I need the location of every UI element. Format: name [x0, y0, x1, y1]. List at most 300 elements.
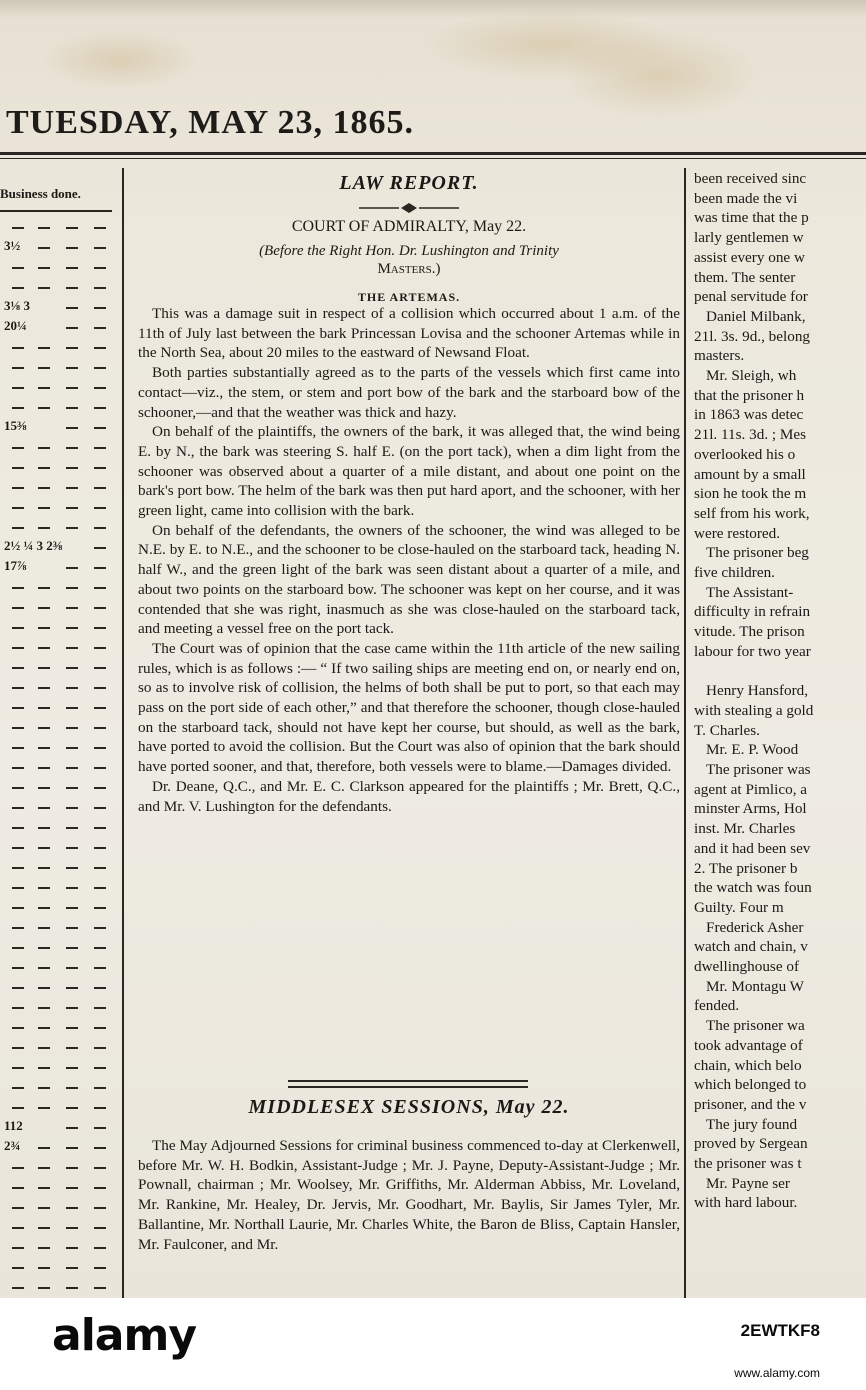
right-column-line: self from his work, [694, 504, 810, 522]
market-dash [66, 947, 78, 949]
market-dash [38, 947, 50, 949]
market-column [0, 170, 118, 1298]
market-dash [66, 767, 78, 769]
right-column-line: The Assistant- [706, 583, 794, 601]
market-row [4, 838, 112, 858]
market-dash [94, 247, 106, 249]
right-column-line: T. Charles. [694, 721, 760, 739]
market-dash [66, 1287, 78, 1289]
market-dash [94, 667, 106, 669]
market-dash [66, 747, 78, 749]
market-dash [66, 587, 78, 589]
market-value: 2½ ¼ 3 2⅜ [4, 538, 63, 553]
market-row [4, 458, 112, 478]
market-dash [12, 387, 24, 389]
market-dash [12, 447, 24, 449]
market-dash [66, 267, 78, 269]
before-line-2: Masters.) [377, 261, 441, 277]
market-heading-rule [0, 210, 112, 212]
right-column-line: fended. [694, 997, 740, 1015]
market-dash [66, 1227, 78, 1229]
market-dash [66, 607, 78, 609]
market-row [4, 978, 112, 998]
market-dash [12, 587, 24, 589]
court-heading: COURT OF ADMIRALTY, May 22. [291, 218, 527, 235]
market-row [4, 1278, 112, 1298]
market-dash [66, 967, 78, 969]
market-dash [38, 1027, 50, 1029]
market-dash [38, 687, 50, 689]
watermark-logo: alamy [52, 1310, 196, 1361]
market-row [4, 598, 112, 618]
market-dash [66, 627, 78, 629]
sessions-body [138, 1136, 680, 1254]
law-report-body [138, 304, 680, 816]
market-dash [12, 747, 24, 749]
market-dash [38, 1067, 50, 1069]
market-dash [94, 547, 106, 549]
market-dash [12, 1047, 24, 1049]
market-dash [94, 427, 106, 429]
right-column-line: larly gentlemen w [694, 229, 804, 247]
right-column-line: the prisoner was t [694, 1155, 802, 1172]
market-row [4, 338, 112, 358]
market-row [4, 1258, 112, 1278]
market-dash [38, 447, 50, 449]
market-dash [12, 467, 24, 469]
market-row [4, 618, 112, 638]
market-dash [66, 787, 78, 789]
market-dash [38, 347, 50, 349]
market-dash [94, 907, 106, 909]
market-dash [66, 1067, 78, 1069]
market-dash [66, 527, 78, 529]
market-dash [66, 427, 78, 429]
right-column-line: been made the vi [694, 189, 798, 207]
market-dash [66, 1267, 78, 1269]
market-dash [12, 227, 24, 229]
market-dash [66, 387, 78, 389]
market-dash [12, 1007, 24, 1009]
market-dash [38, 407, 50, 409]
market-row [4, 698, 112, 718]
market-row [4, 1038, 112, 1058]
right-column-line: Mr. Sleigh, wh [706, 367, 797, 384]
market-row [4, 998, 112, 1018]
market-dash [94, 687, 106, 689]
market-dash [94, 347, 106, 349]
market-row [4, 878, 112, 898]
market-dash [12, 487, 24, 489]
market-dash [94, 267, 106, 269]
market-dash [38, 1187, 50, 1189]
market-row [4, 678, 112, 698]
market-dash [94, 1207, 106, 1209]
market-dash [94, 787, 106, 789]
market-dash [66, 567, 78, 569]
market-dash [94, 647, 106, 649]
market-dash [38, 1267, 50, 1269]
market-dash [12, 627, 24, 629]
market-row [4, 1238, 112, 1258]
market-row [4, 1178, 112, 1198]
market-dash [66, 487, 78, 489]
market-dash [66, 987, 78, 989]
market-dash [12, 927, 24, 929]
market-dash [38, 1107, 50, 1109]
market-dash [12, 1247, 24, 1249]
market-row [4, 218, 112, 238]
market-dash [12, 1027, 24, 1029]
market-dash [94, 327, 106, 329]
market-row [4, 1198, 112, 1218]
market-row [4, 658, 112, 678]
market-dash [38, 287, 50, 289]
right-column-line: minster Arms, Hol [694, 800, 807, 818]
header-rule-thin [0, 158, 866, 159]
right-column-line: difficulty in refrain [694, 603, 811, 621]
market-dash [94, 447, 106, 449]
right-column-line: The prisoner wa [706, 1017, 805, 1035]
market-dash [12, 647, 24, 649]
market-dash [66, 1007, 78, 1009]
market-dash [12, 847, 24, 849]
right-column-line: amount by a small [694, 465, 806, 483]
market-row [4, 1098, 112, 1118]
market-dash [94, 847, 106, 849]
market-row [4, 318, 112, 338]
market-dash [12, 967, 24, 969]
market-dash [38, 767, 50, 769]
column-rule-right [684, 168, 686, 1298]
market-dash [94, 567, 106, 569]
market-dash [38, 487, 50, 489]
market-dash [66, 727, 78, 729]
right-column-line: chain, which belo [694, 1056, 802, 1074]
market-dash [66, 1047, 78, 1049]
market-dash [12, 367, 24, 369]
market-dash [94, 487, 106, 489]
market-dash [66, 447, 78, 449]
market-dash [94, 1127, 106, 1129]
market-row [4, 918, 112, 938]
right-column-line: vitude. The prison [694, 623, 805, 641]
watermark-url: www.alamy.com [734, 1366, 820, 1380]
right-column-line: Mr. Montagu W [706, 977, 805, 995]
market-dash [12, 1187, 24, 1189]
market-row [4, 858, 112, 878]
sessions-title: MIDDLESEX SESSIONS, May 22. [248, 1096, 570, 1118]
market-row [4, 758, 112, 778]
right-column-line: sion he took the m [694, 485, 807, 503]
market-row [4, 518, 112, 538]
market-value: 3½ [4, 238, 21, 253]
market-dash [66, 1147, 78, 1149]
right-column-line: The prisoner was [706, 761, 811, 778]
right-column-line: five children. [694, 564, 775, 581]
market-row [4, 558, 112, 578]
market-row [4, 738, 112, 758]
law-paragraph: On behalf of the plaintiffs, the owners of the bark, it was alleged that, the wind being E. by N., the bark was steering S. half E. (on the port tack), when a dim light from the schooner was observed about a quarter of a mile distant, and about one point on the bark's port bow. The helm of the bark was then put hard aport, and the schooner, with her green light, came into collision with the bark. [138, 423, 680, 520]
section-rule [288, 1086, 528, 1088]
market-dash [94, 467, 106, 469]
market-dash [12, 1287, 24, 1289]
market-row [4, 298, 112, 318]
law-report-title: LAW REPORT. [339, 172, 479, 194]
market-dash [12, 827, 24, 829]
watermark-image-id: 2EWTKF8 [740, 1321, 820, 1340]
right-column-line: in 1863 was detec [694, 406, 804, 424]
market-dash [66, 307, 78, 309]
market-dash [66, 707, 78, 709]
market-dash [38, 387, 50, 389]
paper-stain [40, 30, 200, 90]
market-dash [38, 847, 50, 849]
market-dash [38, 1227, 50, 1229]
market-dash [12, 1087, 24, 1089]
right-column-line: was time that the p [694, 209, 809, 227]
right-column-line: agent at Pimlico, a [694, 780, 808, 798]
market-dash [66, 1247, 78, 1249]
market-dash [94, 1087, 106, 1089]
right-column-line: and it had been sev [694, 839, 811, 857]
right-column-line: prisoner, and the v [694, 1095, 807, 1113]
market-dash [38, 787, 50, 789]
market-dash [94, 1247, 106, 1249]
market-dash [66, 867, 78, 869]
market-dash [66, 467, 78, 469]
market-row [4, 898, 112, 918]
market-dash [94, 1187, 106, 1189]
market-dash [12, 287, 24, 289]
market-dash [38, 647, 50, 649]
market-dash [94, 1227, 106, 1229]
market-dash [94, 767, 106, 769]
market-row [4, 938, 112, 958]
market-value: 17⅞ [4, 558, 27, 573]
market-dash [12, 1107, 24, 1109]
market-dash [94, 887, 106, 889]
market-dash [12, 887, 24, 889]
column-rule-left [122, 168, 124, 1298]
law-paragraph: On behalf of the defendants, the owners of the schooner, the wind was alleged to be N.E. by E. to N.E., and the schooner to be close-hauled on the starboard tack, heading N. half W., and the green light of the bark was seen distant about a quarter of a mile, and about two points on the starboard bow. The schooner was kept on her course, and it was contended that she was right, inasmuch as she was close-hauled on the starboard tack, and meeting a vessel free on the port tack. [138, 521, 680, 638]
market-dash [38, 1047, 50, 1049]
right-column-line: Guilty. Four m [694, 898, 784, 916]
market-dash [38, 1287, 50, 1289]
market-dash [38, 1007, 50, 1009]
market-row [4, 818, 112, 838]
main-column [138, 168, 680, 1298]
market-dash [94, 367, 106, 369]
market-dash [38, 967, 50, 969]
market-row [4, 1058, 112, 1078]
market-row [4, 1118, 112, 1138]
market-dash [94, 927, 106, 929]
market-dash [38, 747, 50, 749]
market-dash [38, 267, 50, 269]
market-dash [12, 667, 24, 669]
market-dash [66, 807, 78, 809]
market-dash [66, 687, 78, 689]
right-column-line: labour for two year [694, 642, 811, 660]
right-column-line: the watch was foun [694, 879, 812, 897]
right-column-line: 21l. 11s. 3d. ; Mes [694, 426, 807, 444]
page-fold [0, 0, 866, 18]
market-dash [38, 367, 50, 369]
law-paragraph: Dr. Deane, Q.C., and Mr. E. C. Clarkson appeared for the plaintiffs ; Mr. Brett, Q.C., and Mr. V. Lushington for the defendants. [138, 777, 680, 815]
market-dash [94, 807, 106, 809]
market-dash [66, 287, 78, 289]
right-column-line: watch and chain, v [694, 938, 808, 956]
right-column-line: took advantage of [694, 1036, 803, 1054]
market-dash [66, 367, 78, 369]
right-column-line: which belonged to [694, 1076, 807, 1094]
market-row [4, 398, 112, 418]
market-row [4, 498, 112, 518]
market-dash [66, 347, 78, 349]
market-dash [12, 1267, 24, 1269]
market-dash [12, 807, 24, 809]
market-dash [12, 507, 24, 509]
market-row [4, 1138, 112, 1158]
market-dash [94, 1287, 106, 1289]
market-row [4, 578, 112, 598]
sessions-paragraph: The May Adjourned Sessions for criminal business commenced to-day at Clerkenwell, before Mr. W. H. Bodkin, Assistant-Judge ; Mr. J. Payne, Deputy-Assistant-Judge ; Mr. Pownall, chairman ; Mr. Woolsey, Mr. Griffiths, Mr. Alderman Abbiss, Mr. Loveland, Mr. Rankine, Mr. Healey, Dr. Jervis, Mr. Goodhart, Mr. Baylis, Sir James Tyler, Mr. Ballantine, Mr. Northall Laurie, Mr. Charles White, the Baron de Bliss, Captain Hansler, Mr. Faulconer, and Mr. [138, 1137, 680, 1253]
market-heading: Business done. [0, 186, 81, 201]
market-dash [66, 667, 78, 669]
right-column-line: overlooked his o [694, 445, 796, 463]
market-dash [66, 927, 78, 929]
market-value: 20¼ [4, 318, 27, 333]
market-value: 112 [4, 1118, 23, 1133]
market-dash [94, 1267, 106, 1269]
market-row [4, 1078, 112, 1098]
market-row [4, 418, 112, 438]
market-row [4, 278, 112, 298]
market-dash [12, 727, 24, 729]
market-dash [94, 867, 106, 869]
market-row [4, 718, 112, 738]
right-column-line: Henry Hansford, [706, 682, 809, 700]
market-dash [38, 1147, 50, 1149]
right-column-line: proved by Sergean [694, 1135, 808, 1153]
market-dash [94, 947, 106, 949]
market-dash [38, 467, 50, 469]
market-dash [66, 327, 78, 329]
market-dash [38, 867, 50, 869]
market-dash [12, 607, 24, 609]
market-dash [38, 1207, 50, 1209]
right-column-line: inst. Mr. Charles [694, 820, 796, 838]
market-dash [12, 1207, 24, 1209]
market-dash [66, 1087, 78, 1089]
market-dash [94, 387, 106, 389]
market-dash [12, 767, 24, 769]
market-dash [94, 407, 106, 409]
market-dash [12, 1067, 24, 1069]
market-dash [38, 227, 50, 229]
market-dash [66, 1207, 78, 1209]
market-dash [66, 407, 78, 409]
market-dash [12, 527, 24, 529]
market-dash [38, 1167, 50, 1169]
market-dash [66, 847, 78, 849]
market-row [4, 778, 112, 798]
market-row [4, 1158, 112, 1178]
market-dash [12, 1167, 24, 1169]
market-dash [38, 607, 50, 609]
market-dash [94, 627, 106, 629]
market-dash [66, 887, 78, 889]
market-dash [94, 727, 106, 729]
market-dash [94, 1067, 106, 1069]
right-column-line: masters. [694, 347, 745, 365]
before-judges-line [138, 242, 680, 278]
market-dash [38, 827, 50, 829]
market-dash [94, 967, 106, 969]
market-dash [38, 587, 50, 589]
right-column-line: dwellinghouse of [694, 958, 800, 975]
market-row [4, 1218, 112, 1238]
market-dash [66, 1027, 78, 1029]
market-row [4, 798, 112, 818]
market-row [4, 958, 112, 978]
market-dash [94, 1007, 106, 1009]
market-dash [94, 747, 106, 749]
right-column-line: Frederick Asher [706, 918, 804, 936]
market-dash [66, 827, 78, 829]
right-column-line: Mr. Payne ser [706, 1174, 790, 1192]
market-dash [66, 647, 78, 649]
market-row [4, 438, 112, 458]
market-dash [66, 1107, 78, 1109]
market-row [4, 638, 112, 658]
ornament-divider [359, 202, 459, 214]
market-dash [94, 587, 106, 589]
market-dash [94, 1027, 106, 1029]
market-dash [12, 267, 24, 269]
market-value: 2¾ [4, 1138, 21, 1153]
section-rule [288, 1080, 528, 1082]
market-row [4, 1018, 112, 1038]
market-dash [12, 347, 24, 349]
market-row [4, 238, 112, 258]
market-dash [94, 1047, 106, 1049]
case-title: THE ARTEMAS. [357, 290, 461, 304]
market-dash [94, 707, 106, 709]
market-dash [66, 507, 78, 509]
market-dash [12, 1227, 24, 1229]
market-dash [38, 247, 50, 249]
market-dash [38, 727, 50, 729]
market-dash [94, 287, 106, 289]
right-column-line: assist every one w [694, 248, 805, 266]
market-dash [94, 527, 106, 529]
right-column-line: been received sinc [694, 170, 807, 187]
market-dash [12, 407, 24, 409]
market-dash [38, 987, 50, 989]
right-column-line: were restored. [694, 524, 781, 542]
market-dash [94, 227, 106, 229]
market-dash [94, 607, 106, 609]
newspaper-dateline: TUESDAY, MAY 23, 1865. [6, 104, 415, 141]
right-column-line: with stealing a gold [694, 701, 814, 719]
market-dash [38, 627, 50, 629]
market-dash [12, 947, 24, 949]
market-dash [94, 1107, 106, 1109]
right-column-line: The jury found [706, 1115, 798, 1133]
market-row [4, 478, 112, 498]
